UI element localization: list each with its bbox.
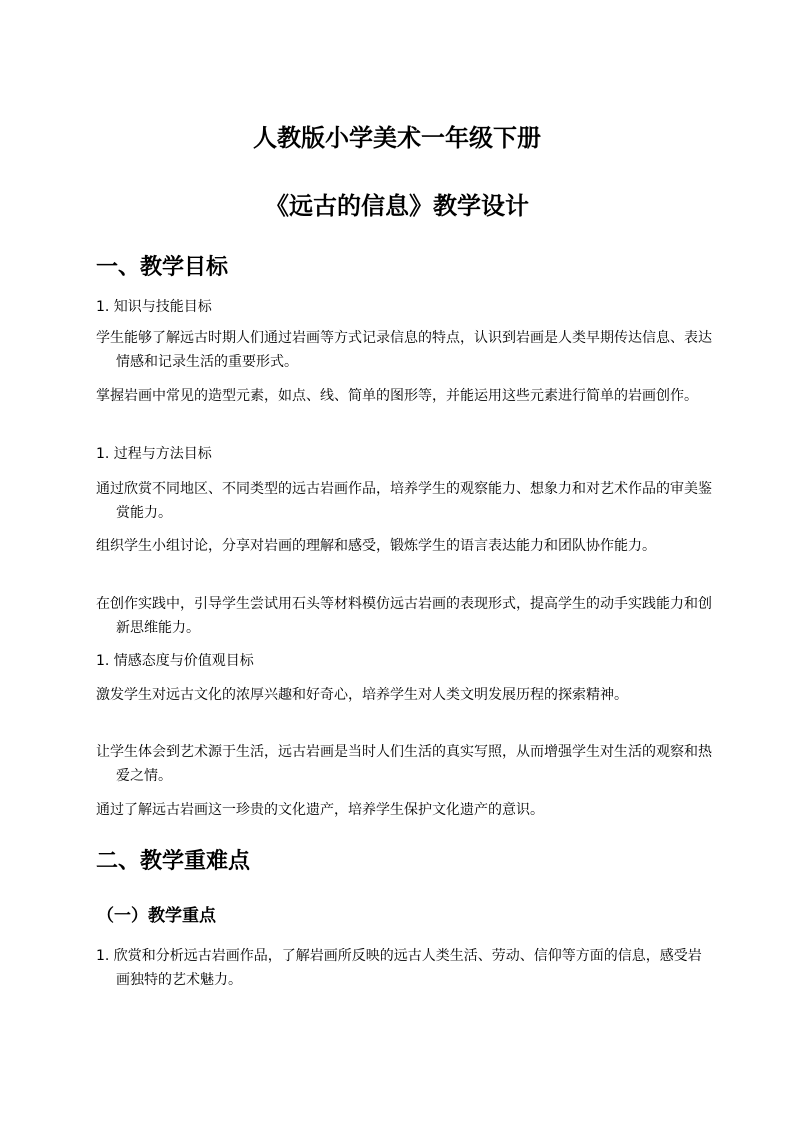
paragraph: 组织学生小组讨论，分享对岩画的理解和感受，锻炼学生的语言表达能力和团队协作能力。 [96, 538, 656, 554]
section-heading-key-difficult-points: 二、教学重难点 [96, 848, 251, 874]
paragraph: 通过欣赏不同地区、不同类型的远古岩画作品，培养学生的观察能力、想象力和对艺术作品的审美鉴赏能力。 [96, 481, 712, 521]
section-heading-teaching-goals: 一、教学目标 [96, 254, 229, 280]
paragraph: 让学生体会到艺术源于生活，远古岩画是当时人们生活的真实写照，从而增强学生对生活的观察和热爱之情。 [96, 744, 712, 784]
document-title-line-1: 人教版小学美术一年级下册 [253, 123, 541, 152]
document-title-line-2: 《远古的信息》教学设计 [265, 191, 529, 220]
paragraph: 学生能够了解远古时期人们通过岩画等方式记录信息的特点，认识到岩画是人类早期传达信息、表达情感和记录生活的重要形式。 [96, 330, 712, 370]
subsection-label-knowledge-skills: 1. 知识与技能目标 [96, 299, 212, 315]
paragraph: 通过了解远古岩画这一珍贵的文化遗产，培养学生保护文化遗产的意识。 [96, 802, 544, 818]
subsection-label-emotions-values: 1. 情感态度与价值观目标 [96, 653, 254, 669]
subsection-label-process-methods: 1. 过程与方法目标 [96, 446, 212, 462]
paragraph: 掌握岩画中常见的造型元素，如点、线、简单的图形等，并能运用这些元素进行简单的岩画创作。 [96, 388, 698, 404]
paragraph: 1. 欣赏和分析远古岩画作品，了解岩画所反映的远古人类生活、劳动、信仰等方面的信息，感受岩画独特的艺术魅力。 [96, 948, 702, 988]
paragraph: 在创作实践中，引导学生尝试用石头等材料模仿远古岩画的表现形式，提高学生的动手实践能力和创新思维能力。 [96, 596, 712, 636]
subsection-heading-key-points: （一）教学重点 [97, 906, 216, 926]
paragraph: 激发学生对远古文化的浓厚兴趣和好奇心，培养学生对人类文明发展历程的探索精神。 [96, 687, 628, 703]
